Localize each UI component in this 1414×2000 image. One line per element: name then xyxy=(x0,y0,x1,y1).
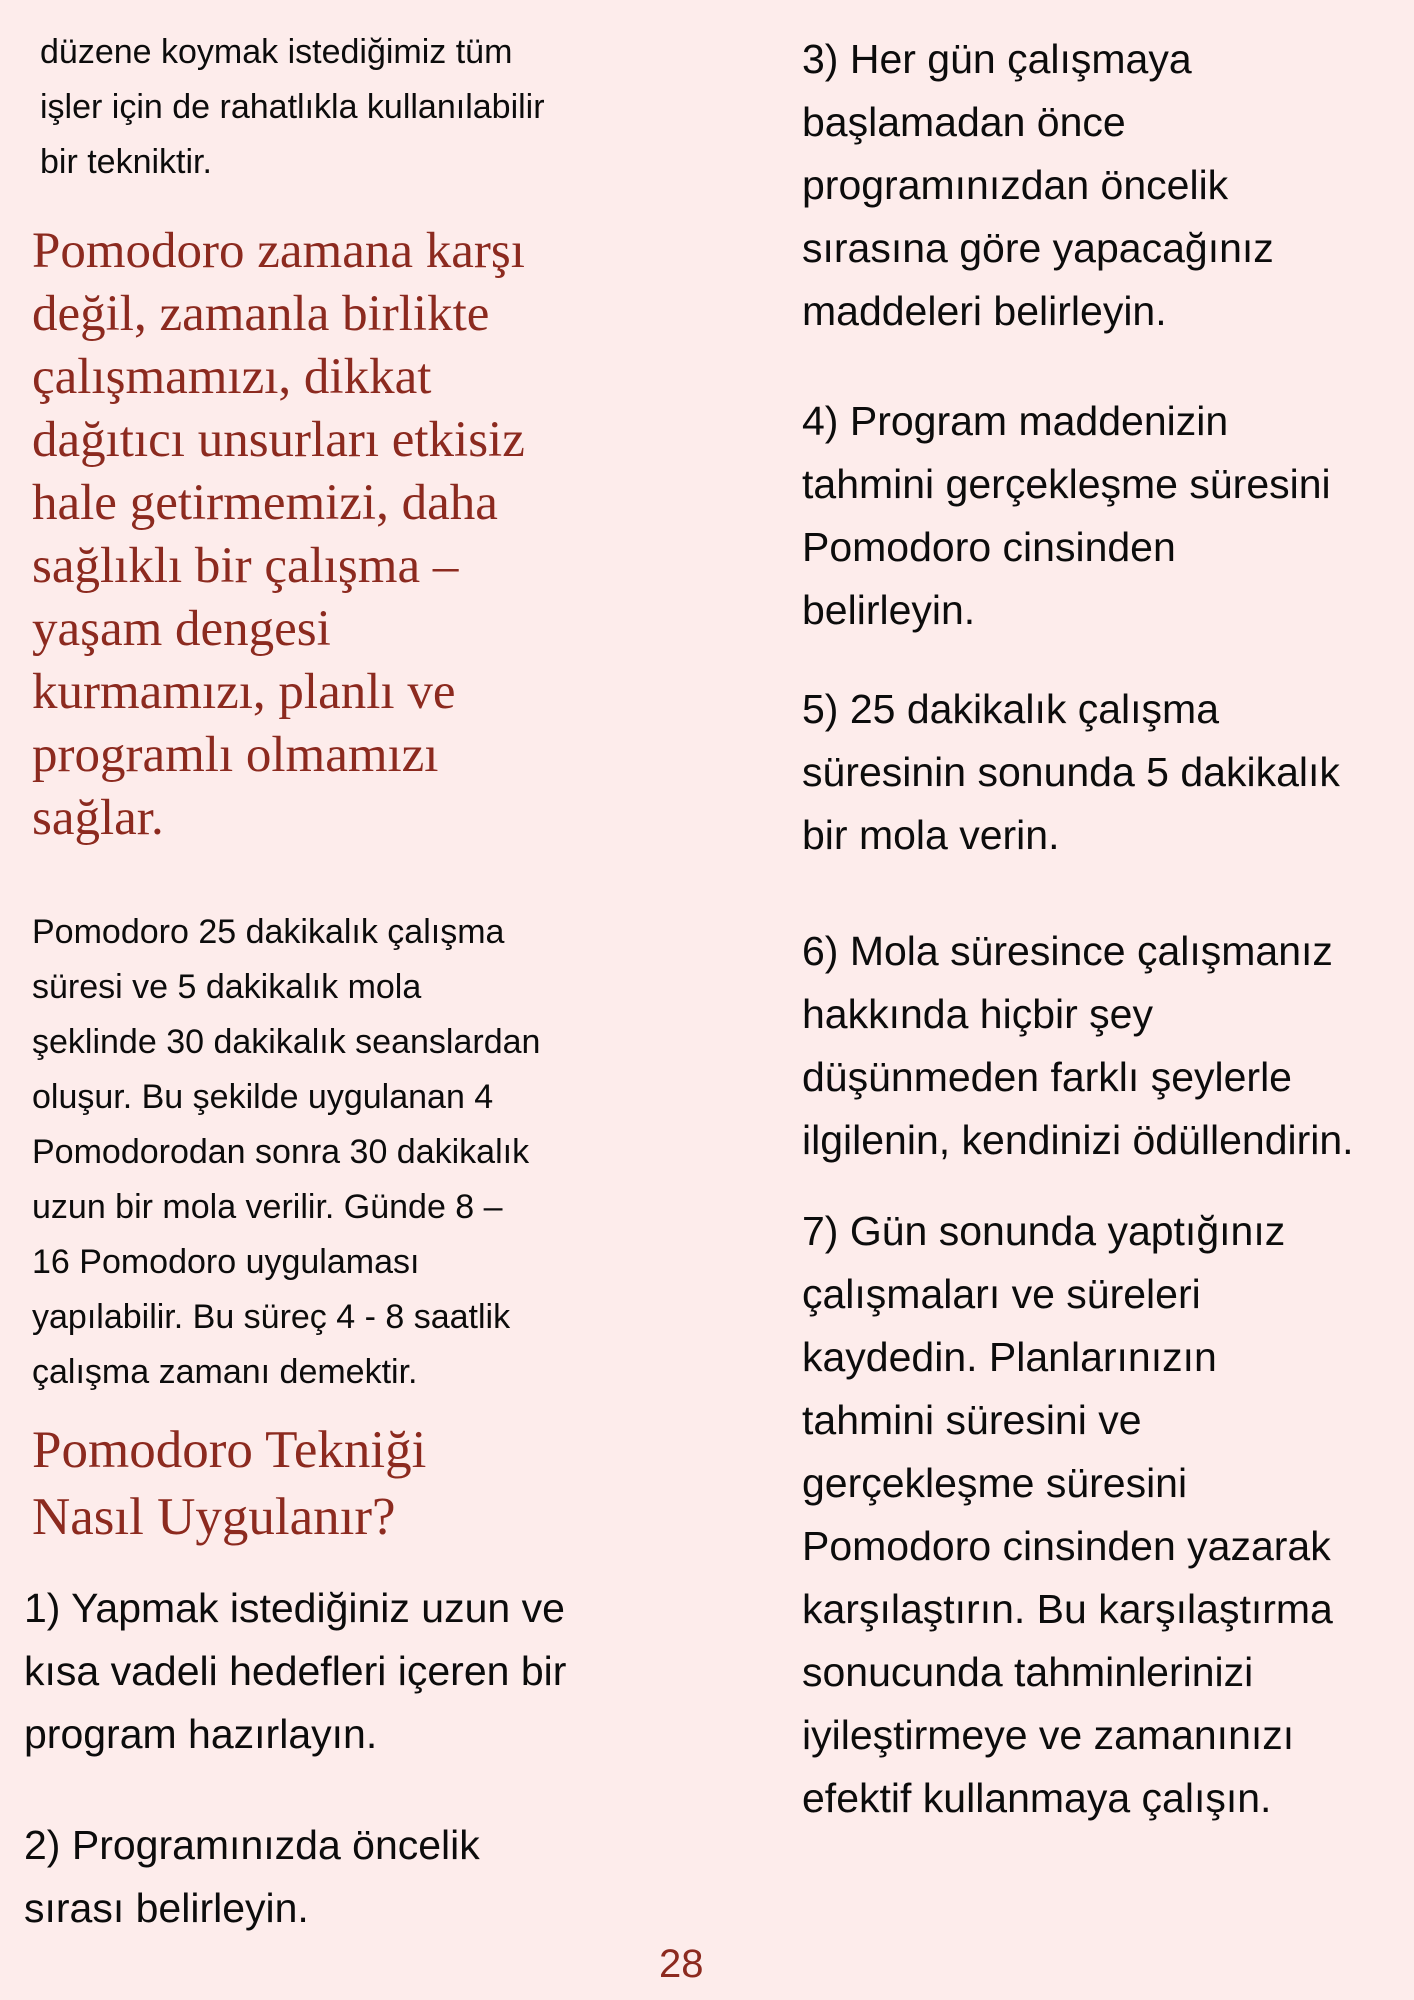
step-line: 2) Programınızda öncelik xyxy=(24,1822,480,1868)
step-line: programınızdan öncelik xyxy=(802,162,1229,208)
quote-line: çalışmamızı, dikkat xyxy=(32,349,432,405)
step-line: 3) Her gün çalışmaya xyxy=(802,36,1192,82)
intro-line: bir tekniktir. xyxy=(40,143,212,181)
step-line: süresinin sonunda 5 dakikalık xyxy=(802,749,1340,795)
quote-line: programlı olmamızı xyxy=(32,727,439,783)
body-line: 16 Pomodoro uygulaması xyxy=(32,1243,420,1281)
step-line: Pomodoro cinsinden yazarak xyxy=(802,1523,1331,1569)
quote-line: sağlar. xyxy=(32,790,164,846)
step-line: iyileştirmeye ve zamanınızı xyxy=(802,1712,1295,1758)
quote-line: Pomodoro zamana karşı xyxy=(32,223,525,279)
body-line: uzun bir mola verilir. Günde 8 – xyxy=(32,1188,503,1226)
body-line: Pomodorodan sonra 30 dakikalık xyxy=(32,1133,530,1171)
step-line: tahmini gerçekleşme süresini xyxy=(802,461,1331,507)
step-line: 6) Mola süresince çalışmanız xyxy=(802,928,1333,974)
step-line: hakkında hiçbir şey xyxy=(802,991,1153,1037)
step-line: 4) Program maddenizin xyxy=(802,398,1229,444)
quote-line: yaşam dengesi xyxy=(32,601,331,657)
body-line: Pomodoro 25 dakikalık çalışma xyxy=(32,913,505,951)
intro-line: işler için de rahatlıkla kullanılabilir xyxy=(40,88,545,126)
step-line: 1) Yapmak istediğiniz uzun ve xyxy=(24,1585,565,1631)
step-line: tahmini süresini ve xyxy=(802,1397,1142,1443)
step-line: 7) Gün sonunda yaptığınız xyxy=(802,1208,1286,1254)
step-line: bir mola verin. xyxy=(802,812,1060,858)
step-line: Pomodoro cinsinden xyxy=(802,524,1176,570)
body-line: şeklinde 30 dakikalık seanslardan xyxy=(32,1023,541,1061)
step-line: başlamadan önce xyxy=(802,99,1126,145)
step-line: sırası belirleyin. xyxy=(24,1885,309,1931)
step-line: maddeleri belirleyin. xyxy=(802,288,1167,334)
step-line: kaydedin. Planlarınızın xyxy=(802,1334,1217,1380)
step-line: karşılaştırın. Bu karşılaştırma xyxy=(802,1586,1333,1632)
step-line: belirleyin. xyxy=(802,587,976,633)
step-line: program hazırlayın. xyxy=(24,1711,378,1757)
step-line: kısa vadeli hedefleri içeren bir xyxy=(24,1648,567,1694)
quote-line: dağıtıcı unsurları etkisiz xyxy=(32,412,525,468)
quote-line: değil, zamanla birlikte xyxy=(32,286,490,342)
step-line: düşünmeden farklı şeylerle xyxy=(802,1054,1292,1100)
step-line: sonucunda tahminlerinizi xyxy=(802,1649,1254,1695)
step-line: 5) 25 dakikalık çalışma xyxy=(802,686,1220,732)
body-line: çalışma zamanı demektir. xyxy=(32,1353,418,1391)
body-line: yapılabilir. Bu süreç 4 - 8 saatlik xyxy=(32,1298,511,1336)
intro-line: düzene koymak istediğimiz tüm xyxy=(40,33,513,71)
heading-line: Pomodoro Tekniği xyxy=(32,1421,427,1479)
page-number: 28 xyxy=(659,1942,704,1986)
body-line: süresi ve 5 dakikalık mola xyxy=(32,968,422,1006)
step-line: ilgilenin, kendinizi ödüllendirin. xyxy=(802,1117,1354,1163)
body-line: oluşur. Bu şekilde uygulanan 4 xyxy=(32,1078,494,1116)
step-line: sırasına göre yapacağınız xyxy=(802,225,1274,271)
step-line: efektif kullanmaya çalışın. xyxy=(802,1775,1272,1821)
step-line: gerçekleşme süresini xyxy=(802,1460,1188,1506)
quote-line: sağlıklı bir çalışma – xyxy=(32,538,459,594)
heading-line: Nasıl Uygulanır? xyxy=(32,1488,396,1546)
step-line: çalışmaları ve süreleri xyxy=(802,1271,1201,1317)
quote-line: hale getirmemizi, daha xyxy=(32,475,498,531)
quote-line: kurmamızı, planlı ve xyxy=(32,664,456,720)
